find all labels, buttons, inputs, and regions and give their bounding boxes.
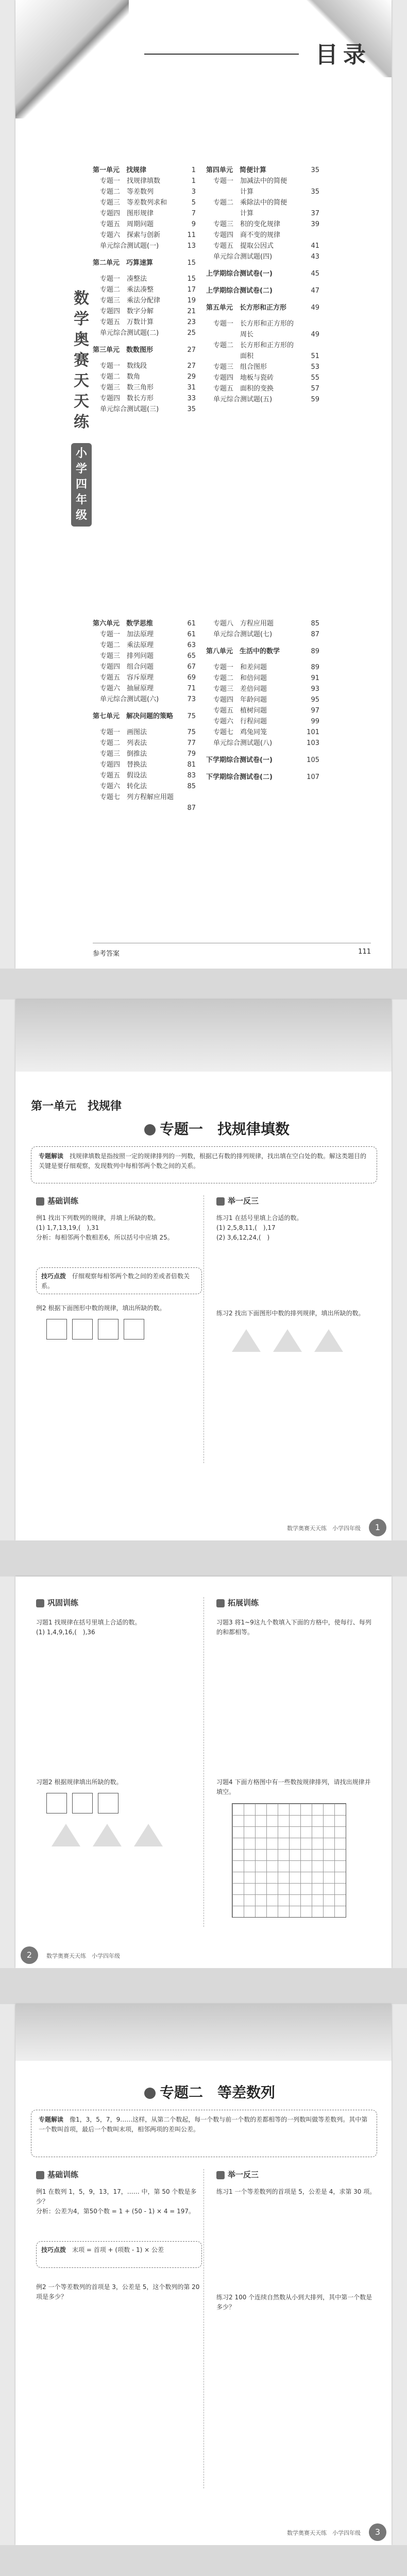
title-rule	[144, 54, 299, 55]
intro-text-block: 专题解读 像1，3，5，7，9……这样，从第二个数起，每一个数与前一个数的差都相等的一列数叫做等差数列。其中第一个数叫首项，最后一个数叫末项，相邻两项的差叫公差。	[39, 2116, 368, 2133]
toc-column-4	[206, 618, 319, 788]
toc-entry[interactable]	[93, 662, 196, 672]
grade-badge: 小学四年级	[71, 443, 92, 527]
toc-entry-label: 专题二 数角	[100, 373, 141, 381]
page-gap	[0, 969, 407, 999]
toc-entry-label: 专题一 找规律填数	[100, 177, 161, 185]
toc-entry-page: 23	[187, 318, 196, 326]
exercise-3: 习题3 将1~9这九个数填入下面的方格中，使每行、每列的和都相等。	[216, 1619, 371, 1636]
figure-square	[124, 1319, 144, 1340]
toc-unit-entry[interactable]	[93, 345, 196, 355]
toc-entry-label: 专题一 和差问题	[213, 664, 267, 671]
reference-label: 参考答案	[93, 950, 120, 958]
toc-entry-label: 上学期综合测试卷(一)	[206, 270, 273, 278]
figure-triangle	[93, 1824, 122, 1846]
toc-entry-page: 25	[187, 329, 196, 337]
toc-entry-label: 专题五 面积的变换	[213, 385, 274, 393]
toc-entry[interactable]	[206, 362, 319, 372]
figure-triangle	[273, 1329, 302, 1352]
toc-entry-page: 83	[187, 772, 196, 779]
toc-entry[interactable]	[206, 372, 319, 383]
toc-entry[interactable]	[93, 683, 196, 694]
toc-entry[interactable]	[206, 394, 319, 405]
toc-column-1	[93, 165, 196, 415]
figure-square	[46, 1793, 67, 1814]
toc-entry[interactable]	[93, 803, 196, 814]
toc-entry[interactable]	[206, 684, 319, 694]
toc-entry-label: 专题四 组合问题	[100, 663, 154, 671]
toc-entry-page: 27	[187, 362, 196, 370]
toc-entry-label: 专题八 方程应用题	[213, 620, 274, 628]
toc-entry[interactable]	[93, 284, 196, 295]
toc-entry-page: 35	[311, 188, 319, 196]
toc-entry[interactable]	[93, 759, 196, 770]
toc-entry-page: 49	[311, 304, 319, 312]
toc-entry[interactable]	[206, 251, 319, 262]
right-section-title: 举一反三	[216, 2169, 259, 2180]
number-grid	[232, 1803, 346, 1918]
toc-entry-page: 27	[187, 346, 196, 354]
left-section-title: 基础训练	[36, 2169, 78, 2180]
toc-entry-page	[316, 340, 319, 351]
example-2: 例2 根据下面图形中数的规律，填出所缺的数。	[36, 1304, 166, 1312]
toc-entry-label: 单元综合测试题(七)	[213, 631, 273, 638]
toc-entry-label: 专题二 和倍问题	[213, 674, 267, 682]
toc-entry-label: 专题七 列方程解应用题	[100, 793, 174, 801]
toc-entry-page: 3	[191, 188, 196, 196]
toc-entry-label: 专题二 乘法凑整	[100, 286, 154, 294]
toc-entry[interactable]	[206, 716, 319, 727]
toc-entry-label: 周长	[213, 331, 254, 338]
toc-entry[interactable]	[93, 404, 196, 415]
figure-square	[72, 1793, 93, 1814]
toc-entry-label: 第八单元 生活中的数学	[206, 648, 280, 655]
toc-entry[interactable]	[93, 727, 196, 738]
left-section-title: 基础训练	[36, 1195, 78, 1206]
toc-entry-label: 专题五 周期问题	[100, 221, 154, 228]
toc-entry-page: 5	[191, 199, 196, 207]
topic-icon	[144, 2088, 156, 2099]
chapter-page-3	[15, 2004, 392, 2545]
toc-entry-page: 89	[311, 664, 319, 671]
toc-entry-page: 43	[311, 253, 319, 261]
toc-entry[interactable]	[206, 197, 319, 208]
toc-entry-label: 计算	[213, 188, 254, 196]
toc-entry-page: 75	[187, 728, 196, 736]
toc-entry-page: 7	[191, 210, 196, 217]
toc-entry-page: 61	[187, 631, 196, 638]
toc-unit-entry[interactable]	[206, 165, 319, 176]
toc-entry[interactable]	[93, 306, 196, 317]
toc-entry[interactable]	[206, 340, 319, 351]
toc-entry-label: 面积	[213, 352, 254, 360]
toc-entry-page	[316, 318, 319, 329]
toc-entry-label: 专题三 差倍问题	[213, 685, 267, 693]
chapter-page-2	[15, 1577, 392, 1968]
toc-entry[interactable]	[93, 393, 196, 404]
toc-entry[interactable]	[206, 318, 319, 329]
toc-entry-label: 专题四 图形规律	[100, 210, 154, 217]
toc-entry-label: 专题七 鸡兔同笼	[213, 728, 267, 736]
toc-entry-page: 87	[187, 804, 196, 812]
figure-triangle	[232, 1329, 261, 1352]
toc-entry-label: 专题六 转化法	[100, 783, 147, 790]
toc-title: 目录	[315, 42, 371, 68]
toc-entry[interactable]	[206, 673, 319, 684]
toc-entry-label: 上学期综合测试卷(二)	[206, 287, 273, 295]
toc-entry-page: 95	[311, 696, 319, 704]
toc-unit-entry[interactable]	[206, 772, 319, 783]
toc-entry-label: 专题四 数长方形	[100, 395, 154, 402]
toc-entry[interactable]	[93, 176, 196, 187]
toc-entry[interactable]	[93, 749, 196, 759]
toc-entry[interactable]	[206, 705, 319, 716]
footer: 数学奥赛天天练 小学四年级	[287, 2530, 361, 2536]
toc-unit-entry[interactable]	[93, 165, 196, 176]
toc-entry[interactable]	[93, 629, 196, 640]
toc-entry-page: 15	[187, 275, 196, 283]
toc-entry[interactable]	[206, 219, 319, 230]
pencil-icon	[36, 2171, 44, 2179]
toc-entry-page: 77	[187, 739, 196, 747]
toc-entry-label: 专题三 乘法分配律	[100, 297, 161, 304]
tip-1: 技巧点拨 仔细观察每相邻两个数之间的差或者倍数关系。	[41, 1273, 190, 1290]
toc-unit-entry[interactable]	[206, 302, 319, 313]
toc-entry[interactable]	[93, 230, 196, 241]
toc-entry-label: 单元综合测试题(三)	[100, 405, 159, 413]
toc-entry[interactable]	[93, 317, 196, 328]
toc-entry-page: 55	[311, 374, 319, 382]
toc-entry-label: 单元综合测试题(二)	[100, 329, 159, 337]
toc-entry-page: 49	[311, 331, 319, 338]
toc-entry-page: 1	[191, 166, 196, 174]
example-2: 例2 一个等差数列的首项是 3，公差是 5，这个数列的第 20 项是多少？	[36, 2283, 200, 2300]
toc-entry-label: 专题三 数三角形	[100, 384, 154, 392]
toc-entry-label: 专题二 乘法原理	[100, 641, 154, 649]
example-1: 例1 找出下列数列的规律，并填上所缺的数。 (1) 1,7,13,19,( ),31 分析：每相邻两个数相差6，所以括号中应填 25。	[36, 1214, 174, 1241]
toc-entry[interactable]	[206, 618, 319, 629]
toc-entry-page: 73	[187, 696, 196, 703]
toc-entry-page: 65	[187, 652, 196, 660]
toc-entry-page: 101	[307, 728, 319, 736]
practice-2: 练习2 100 个连续自然数从小到大排列，其中第一个数是多少？	[216, 2294, 372, 2311]
toc-entry-page: 81	[187, 761, 196, 769]
toc-entry[interactable]	[93, 219, 196, 230]
toc-entry-page: 67	[187, 663, 196, 671]
toc-entry-page: 75	[187, 713, 196, 720]
toc-entry-page: 31	[187, 384, 196, 392]
toc-entry[interactable]	[206, 230, 319, 241]
intro-text-block	[39, 1151, 368, 1171]
toc-entry-label: 专题五 假设法	[100, 772, 147, 779]
toc-unit-entry[interactable]	[93, 711, 196, 722]
toc-entry-label: 专题二 乘除法中的简便	[213, 199, 287, 207]
toc-entry[interactable]	[93, 792, 196, 803]
exercise-1: 习题1 找规律在括号里填上合适的数。 (1) 1,4,9,16,( ),36	[36, 1619, 141, 1636]
footer: 数学奥赛天天练 小学四年级	[46, 1953, 120, 1959]
toc-entry-label: 计算	[213, 210, 254, 217]
toc-entry-page: 85	[311, 620, 319, 628]
toc-entry-label: 第三单元 数数图形	[93, 346, 154, 354]
toc-unit-entry[interactable]	[93, 618, 196, 629]
header-band	[15, 2004, 392, 2061]
toc-entry[interactable]	[93, 781, 196, 792]
toc-entry[interactable]	[93, 241, 196, 251]
toc-entry[interactable]	[206, 727, 319, 738]
toc-entry-page: 1	[191, 177, 196, 185]
toc-entry-label: 专题三 等差数列求和	[100, 199, 167, 207]
toc-entry-page: 35	[187, 405, 196, 413]
topic-title-text: 专题一 找规律填数	[160, 1121, 290, 1138]
toc-column-3	[93, 618, 196, 814]
toc-entry-label: 第一单元 找规律	[93, 166, 147, 174]
toc-entry-label: 专题六 行程问题	[213, 718, 267, 725]
intro-text: 找规律填数是指按照一定的规律排列的一列数，根据已有数的排列规律，找出填在空白处的数。解这类题目的关键是要仔细观察，发现数列中每相邻两个数之间的关系。	[39, 1153, 367, 1170]
toc-entry-label: 专题四 地板与瓷砖	[213, 374, 274, 382]
toc-entry-label: 专题一 加法原理	[100, 631, 154, 638]
toc-entry-page	[193, 792, 196, 803]
toc-entry[interactable]	[93, 328, 196, 338]
toc-entry-page: 15	[187, 259, 196, 267]
toc-entry-label: 专题一 数线段	[100, 362, 147, 370]
toc-entry-page: 107	[307, 773, 319, 781]
toc-column-2	[206, 165, 319, 405]
toc-entry-label: 专题四 商不变的规律	[213, 231, 281, 239]
toc-entry-label: 专题四 替换法	[100, 761, 147, 769]
toc-entry-page: 79	[187, 750, 196, 758]
header-band	[15, 999, 392, 1072]
page-gap	[0, 2545, 407, 2576]
toc-entry-page: 9	[191, 221, 196, 228]
toc-entry-page: 47	[311, 287, 319, 295]
toc-entry-page: 33	[187, 395, 196, 402]
toc-unit-entry[interactable]	[206, 755, 319, 766]
toc-entry[interactable]	[93, 187, 196, 197]
toc-entry-page: 13	[187, 242, 196, 250]
toc-entry[interactable]	[206, 351, 319, 362]
toc-entry-page: 85	[187, 783, 196, 790]
topic-title	[144, 1118, 290, 1139]
toc-entry-page: 63	[187, 641, 196, 649]
chapter-page-1	[15, 999, 392, 1540]
toc-entry[interactable]	[93, 672, 196, 683]
toc-entry-page	[316, 176, 319, 187]
page-gap	[0, 1540, 407, 1577]
toc-entry[interactable]	[206, 383, 319, 394]
reference-page: 111	[358, 948, 371, 956]
footer: 数学奥赛天天练 小学四年级	[287, 1525, 361, 1532]
toc-entry-page: 97	[311, 707, 319, 715]
toc-entry-label: 专题五 万数计算	[100, 318, 154, 326]
toc-entry-label: 下学期综合测试卷(一)	[206, 756, 273, 764]
toc-entry[interactable]	[206, 208, 319, 219]
book-icon	[216, 2171, 225, 2179]
toc-entry[interactable]	[206, 176, 319, 187]
toc-entry-label: 专题一 凑整法	[100, 275, 147, 283]
figure-triangle	[52, 1824, 80, 1846]
toc-entry-label: 单元综合测试题(五)	[213, 396, 273, 403]
tip: 技巧点拨 末项 = 首项 + (项数 - 1) × 公差	[41, 2246, 164, 2253]
toc-entry-label: 第六单元 数学思维	[93, 620, 154, 628]
figure-square	[98, 1793, 118, 1814]
toc-entry-label	[93, 803, 127, 814]
toc-entry-page: 71	[187, 685, 196, 692]
toc-entry[interactable]	[206, 694, 319, 705]
star-icon	[216, 1599, 225, 1607]
left-section-title: 巩固训练	[36, 1597, 78, 1608]
figure-triangle	[314, 1329, 343, 1352]
toc-entry-label: 专题六 探索与创新	[100, 231, 161, 239]
toc-entry-label: 专题一 画图法	[100, 728, 147, 736]
toc-entry-page: 41	[311, 242, 319, 250]
toc-entry-page: 103	[307, 739, 319, 747]
toc-entry[interactable]	[206, 241, 319, 251]
toc-entry-label: 专题一 加减法中的简便	[213, 177, 287, 185]
page-number: 3	[369, 2523, 386, 2541]
page-number: 1	[369, 1519, 386, 1536]
toc-entry[interactable]	[93, 208, 196, 219]
toc-entry[interactable]	[206, 738, 319, 749]
toc-entry-page	[316, 197, 319, 208]
toc-entry-page: 93	[311, 685, 319, 693]
toc-entry-label: 专题二 等差数列	[100, 188, 154, 196]
toc-entry-label: 专题三 倒推法	[100, 750, 147, 758]
intro-label: 专题解读	[39, 1153, 64, 1160]
toc-entry-page: 61	[187, 620, 196, 628]
toc-entry-page: 89	[311, 648, 319, 655]
toc-entry[interactable]	[93, 382, 196, 393]
toc-entry-label: 第七单元 解决问题的策略	[93, 713, 174, 720]
toc-entry[interactable]	[93, 274, 196, 284]
toc-entry-page: 99	[311, 718, 319, 725]
toc-entry-page	[316, 230, 319, 241]
toc-entry[interactable]	[93, 651, 196, 662]
toc-entry[interactable]	[206, 187, 319, 197]
vertical-book-title: 数学奥赛天天练	[74, 290, 89, 431]
toc-entry-page: 69	[187, 674, 196, 682]
figure-triangle	[134, 1824, 163, 1846]
toc-entry-label: 专题五 容斥原理	[100, 674, 154, 682]
reference-row[interactable]	[93, 948, 371, 958]
page-number: 2	[21, 1946, 38, 1964]
toc-entry-page: 59	[311, 396, 319, 403]
topic-icon	[144, 1124, 156, 1136]
toc-entry-page: 91	[311, 674, 319, 682]
toc-entry-page: 19	[187, 297, 196, 304]
toc-entry[interactable]	[93, 770, 196, 781]
toc-entry[interactable]	[206, 329, 319, 340]
toc-entry-page: 35	[311, 166, 319, 174]
practice-1: 练习1 一个等差数列的首项是 5，公差是 4，求第 30 项。	[216, 2188, 376, 2195]
topic-title: 专题二 等差数列	[144, 2081, 275, 2102]
toc-unit-entry[interactable]	[93, 258, 196, 268]
toc-entry-label: 下学期综合测试卷(二)	[206, 773, 273, 781]
toc-entry-label: 第四单元 简便计算	[206, 166, 267, 174]
exercise-2: 习题2 根据规律填出所缺的数。	[36, 1778, 123, 1786]
exercise-4: 习题4 下面方格图中有一些数按规律排列，请找出规律并填空。	[216, 1778, 371, 1795]
practice-2: 练习2 找出下面图形中数的排列规律，填出所缺的数。	[216, 1310, 365, 1317]
right-section-title: 拓展训练	[216, 1597, 259, 1608]
pencil-icon	[36, 1599, 44, 1607]
page-gap	[0, 1968, 407, 2004]
toc-entry-page: 87	[311, 631, 319, 638]
toc-unit-entry[interactable]	[206, 268, 319, 279]
toc-entry[interactable]	[93, 361, 196, 371]
example-1: 例1 在数列 1，5，9，13，17，…… 中，第 50 个数是多少？ 分析：公差为4，第50个数 = 1 + (50 - 1) × 4 = 197。	[36, 2188, 197, 2215]
toc-entry-label: 专题三 组合图形	[213, 363, 267, 371]
book-icon	[216, 1197, 225, 1206]
toc-entry-page: 37	[311, 210, 319, 217]
pencil-icon	[36, 1197, 44, 1206]
toc-entry-page: 45	[311, 270, 319, 278]
toc-entry-label: 单元综合测试题(八)	[213, 739, 273, 747]
toc-entry-label: 单元综合测试题(四)	[213, 253, 273, 261]
toc-entry-page: 53	[311, 363, 319, 371]
toc-unit-entry[interactable]	[206, 285, 319, 296]
toc-entry-page: 29	[187, 373, 196, 381]
toc-entry[interactable]	[93, 738, 196, 749]
toc-entry-page: 57	[311, 385, 319, 393]
toc-entry-label: 专题二 列表法	[100, 739, 147, 747]
toc-entry-label: 单元综合测试题(一)	[100, 242, 159, 250]
toc-entry[interactable]	[93, 640, 196, 651]
toc-entry-label: 第五单元 长方形和正方形	[206, 304, 287, 312]
toc-entry-label: 专题五 提取公因式	[213, 242, 274, 250]
toc-entry-page: 39	[311, 221, 319, 228]
practice-1: 练习1 在括号里填上合适的数。 (1) 2,5,8,11,( ),17 (2) 3,6,12,24,( )	[216, 1214, 303, 1241]
toc-page	[15, 0, 392, 969]
page-curl-decoration	[15, 0, 129, 118]
toc-entry[interactable]	[93, 371, 196, 382]
toc-entry-label: 第二单元 巧算速算	[93, 259, 154, 267]
toc-unit-entry[interactable]	[206, 646, 319, 657]
right-section-title: 举一反三	[216, 1195, 259, 1206]
toc-entry-page: 21	[187, 308, 196, 315]
toc-entry-label: 专题五 植树问题	[213, 707, 267, 715]
figure-square	[72, 1319, 93, 1340]
toc-entry[interactable]	[93, 295, 196, 306]
toc-entry-label: 专题六 抽屉原理	[100, 685, 154, 692]
toc-entry[interactable]	[206, 662, 319, 673]
toc-entry-page: 17	[187, 286, 196, 294]
toc-entry[interactable]	[206, 629, 319, 640]
figure-square	[98, 1319, 118, 1340]
toc-entry-label: 单元综合测试题(六)	[100, 696, 159, 703]
toc-entry-page: 11	[187, 231, 196, 239]
toc-entry-label: 专题三 积的变化规律	[213, 221, 281, 228]
toc-entry-label: 专题四 年龄问题	[213, 696, 267, 704]
toc-entry[interactable]	[93, 694, 196, 705]
unit-title: 第一单元 找规律	[31, 1100, 122, 1113]
toc-entry-label: 专题一 长方形和正方形的	[213, 320, 294, 328]
grid-lines	[232, 1804, 346, 1917]
figure-square	[46, 1319, 67, 1340]
toc-entry[interactable]	[93, 197, 196, 208]
toc-entry-page: 105	[307, 756, 319, 764]
toc-entry-label: 专题四 数字分解	[100, 308, 154, 315]
toc-entry-label: 专题三 排列问题	[100, 652, 154, 660]
toc-entry-page: 51	[311, 352, 319, 360]
toc-entry-label: 专题二 长方形和正方形的	[213, 342, 294, 349]
